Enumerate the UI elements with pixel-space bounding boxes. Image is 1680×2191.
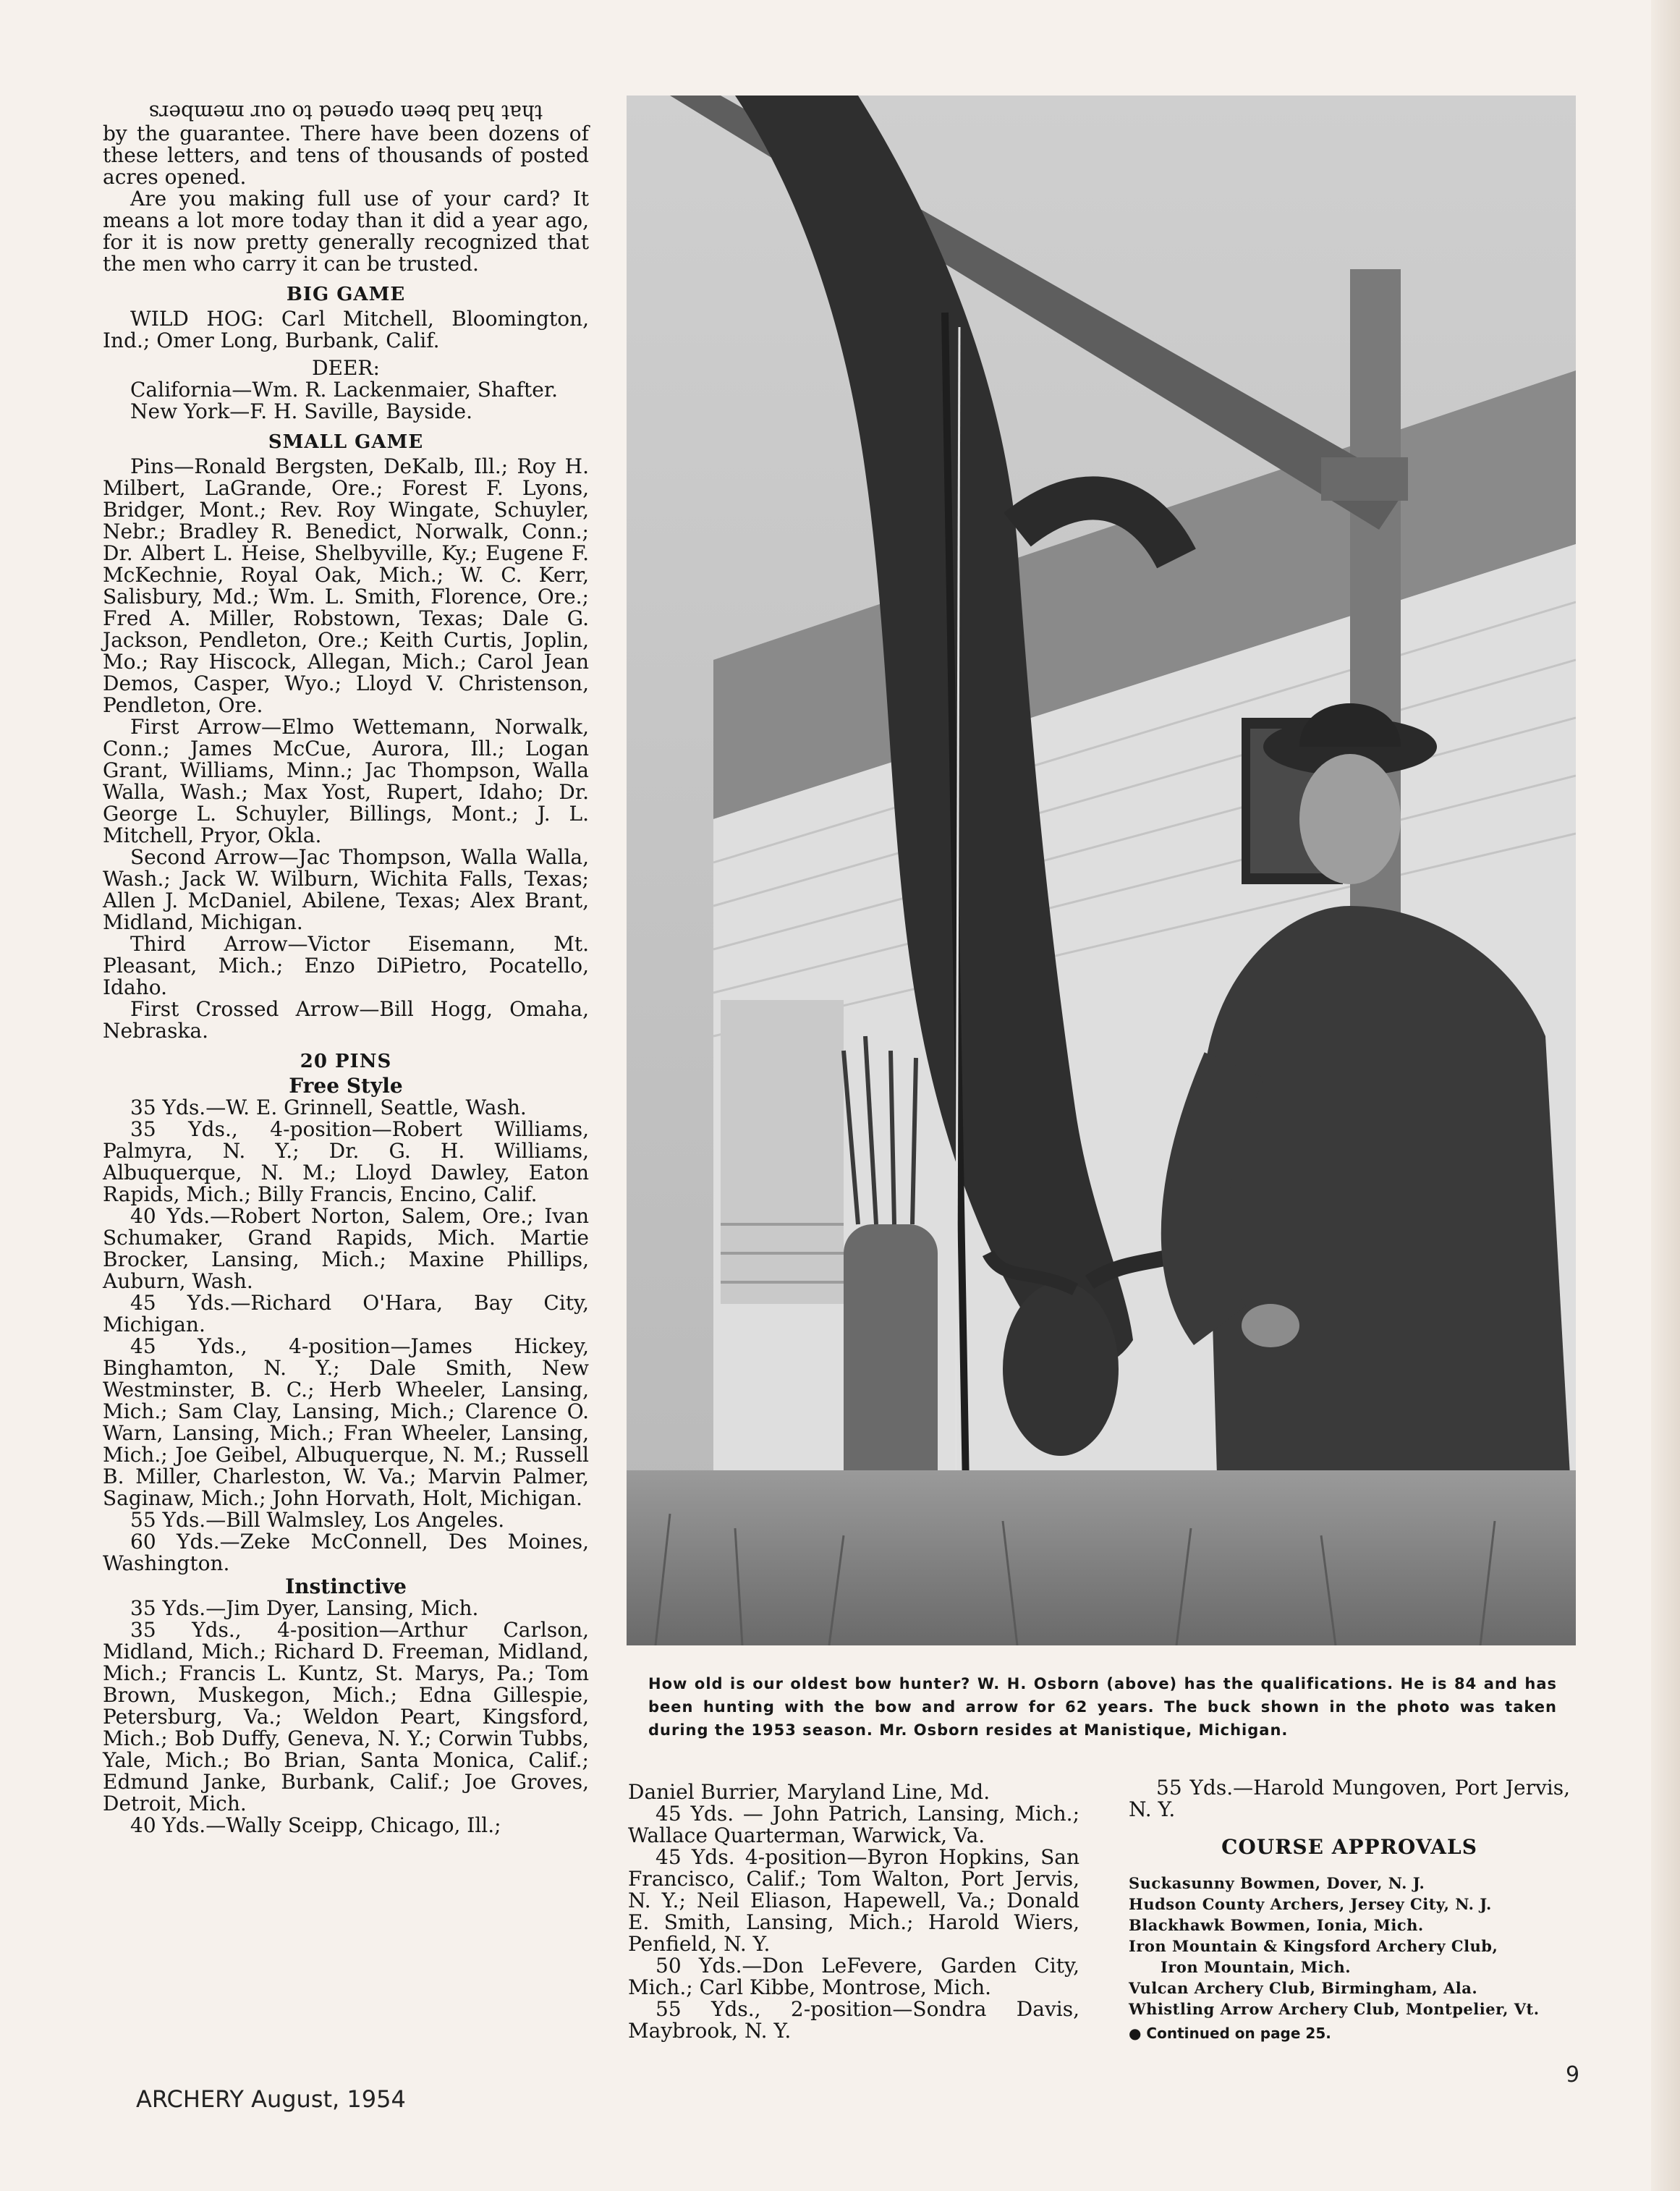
entry-free-style: 40 Yds.—Robert Norton, Salem, Ore.; Ivan Schumaker, Grand Rapids, Mich. Martie Brocker, Lansing, Mich.; Maxine Phillips, Auburn, Wash.: [103, 1204, 589, 1293]
entry-instinctive: 50 Yds.—Don LeFevere, Garden City, Mich.; Carl Kibbe, Montrose, Mich.: [628, 1954, 1079, 1999]
entry-third-arrow: Third Arrow—Victor Eisemann, Mt. Pleasant, Mich.; Enzo DiPietro, Pocatello, Idaho.: [103, 932, 589, 999]
footer-magazine-issue: ARCHERY August, 1954: [136, 2085, 406, 2113]
entry-first-crossed-arrow: First Crossed Arrow—Bill Hogg, Omaha, Nebraska.: [103, 997, 589, 1043]
entry-first-arrow: First Arrow—Elmo Wettemann, Norwalk, Conn.; James McCue, Aurora, Ill.; Logan Grant, Williams, Minn.; Jac Thompson, Walla Walla, Wash.; Max Yost, Rupert, Idaho; Dr. George L. Schuyler, Billings, Mont.; J. L. Mitchell, Pryor, Okla.: [103, 715, 589, 847]
entry-instinctive: 40 Yds.—Wally Sceipp, Chicago, Ill.;: [130, 1813, 501, 1837]
intro-paragraph: Are you making full use of your card? It means a lot more today than it did a year ago, for it is now pretty generally recognized that the men who carry it can be trusted.: [103, 187, 589, 276]
entry-instinctive: 45 Yds. 4-position—Byron Hopkins, San Francisco, Calif.; Tom Walton, Port Jervis, N. Y.; Neil Eliason, Hapewell, Va.; Donald E. Smith, Lansing, Mich.; Harold Wiers, Penfield, N. Y.: [628, 1845, 1079, 1956]
entry-wild-hog: WILD HOG: Carl Mitchell, Bloomington, Ind.; Omer Long, Burbank, Calif.: [103, 307, 589, 352]
page-number: 9: [1566, 2062, 1580, 2088]
section-heading-20-pins: 20 PINS: [300, 1051, 392, 1072]
subheading-instinctive: Instinctive: [285, 1575, 407, 1598]
left-column: [103, 101, 589, 1836]
photo-hunter-with-buck: [627, 96, 1576, 1645]
entry-free-style: 55 Yds.—Bill Walmsley, Los Angeles.: [130, 1508, 505, 1532]
page-edge: [1651, 0, 1680, 2191]
entry-pins: Pins—Ronald Bergsten, DeKalb, Ill.; Roy H. Milbert, LaGrande, Ore.; Forest F. Lyons, Bridger, Mont.; Rev. Roy Wingate, Schuyler, Nebr.; Bradley R. Benedict, Norwalk, Conn.; Dr. Albert L. Heise, Shelbyville, Ky.; Eugene F. McKechnie, Royal Oak, Mich.; W. C. Kerr, Salisbury, Md.; Wm. L. Smith, Florence, Ore.; Fred A. Miller, Robstown, Texas; Dale G. Jackson, Pendleton, Ore.; Keith Curtis, Joplin, Mo.; Ray Hiscock, Allegan, Mich.; Carol Jean Demos, Casper, Wyo.; Lloyd V. Christenson, Pendleton, Ore.: [103, 454, 589, 717]
entry-instinctive: 45 Yds. — John Patrich, Lansing, Mich.; Wallace Quarterman, Warwick, Va.: [628, 1802, 1079, 1847]
subheading-free-style: Free Style: [289, 1074, 403, 1098]
section-heading-deer: DEER:: [312, 356, 380, 380]
intro-paragraph: by the guarantee. There have been dozens of these letters, and tens of thousands of posted acres opened.: [103, 122, 589, 189]
photo-illustration: [627, 96, 1576, 1645]
entry-instinctive: 55 Yds.—Harold Mungoven, Port Jervis, N. Y.: [1129, 1776, 1570, 1821]
section-heading-small-game: SMALL GAME: [268, 431, 424, 453]
entry-instinctive: Daniel Burrier, Maryland Line, Md.: [628, 1780, 990, 1804]
entry-free-style: 45 Yds., 4-position—James Hickey, Binghamton, N. Y.; Dale Smith, New Westminster, B. C.; Herb Wheeler, Lansing, Mich.; Sam Clay, Lansing, Mich.; Clarence O. Warn, Lansing, Mich.; Fran Wheeler, Lansing, Mich.; Joe Geibel, Albuquerque, N. M.; Russell B. Miller, Charleston, W. Va.; Marvin Palmer, Saginaw, Mich.; John Horvath, Holt, Michigan.: [103, 1334, 589, 1510]
course-approval-item: Whistling Arrow Archery Club, Montpelier, Vt.: [1129, 2000, 1540, 2018]
continued-notice: ● Continued on page 25.: [1129, 2025, 1331, 2042]
right-column: [1129, 1777, 1570, 2044]
entry-free-style: 45 Yds.—Richard O'Hara, Bay City, Michigan.: [103, 1291, 589, 1336]
entry-deer-newyork: New York—F. H. Saville, Bayside.: [130, 399, 473, 423]
entry-instinctive: 55 Yds., 2-position—Sondra Davis, Maybrook, N. Y.: [628, 1997, 1079, 2043]
entry-free-style: 60 Yds.—Zeke McConnell, Des Moines, Washington.: [103, 1530, 589, 1575]
middle-column: [628, 1781, 1079, 2042]
flipped-line: that had been opened to our members: [148, 101, 543, 124]
photo-caption: How old is our oldest bow hunter? W. H. Osborn (above) has the qualifications. He is 84 and has been hunting with the bow and arrow for 62 years. The buck shown in the photo was taken during the 1953 season. Mr. Osborn resides at Manistique, Michigan.: [648, 1675, 1557, 1739]
course-approval-item: Vulcan Archery Club, Birmingham, Ala.: [1129, 1979, 1478, 1997]
entry-instinctive: 35 Yds.—Jim Dyer, Lansing, Mich.: [130, 1596, 479, 1620]
entry-deer-california: California—Wm. R. Lackenmaier, Shafter.: [130, 378, 559, 402]
course-approval-item: Blackhawk Bowmen, Ionia, Mich.: [1129, 1916, 1424, 1934]
course-approval-item: Suckasunny Bowmen, Dover, N. J.: [1129, 1874, 1425, 1892]
section-heading-course-approvals: COURSE APPROVALS: [1221, 1835, 1477, 1859]
course-approval-item: Hudson County Archers, Jersey City, N. J.: [1129, 1895, 1492, 1913]
course-approval-item-continued: Iron Mountain, Mich.: [1161, 1958, 1352, 1976]
entry-free-style: 35 Yds.—W. E. Grinnell, Seattle, Wash.: [130, 1096, 527, 1119]
course-approval-item: Iron Mountain & Kingsford Archery Club,: [1129, 1937, 1498, 1955]
entry-instinctive: 35 Yds., 4-position—Arthur Carlson, Midland, Mich.; Richard D. Freeman, Midland, Mich.; Francis L. Kuntz, St. Marys, Pa.; Tom Brown, Muskegon, Mich.; Edna Gillespie, Petersburg, Va.; Weldon Peart, Kingsford, Mich.; Bob Duffy, Geneva, N. Y.; Corwin Tubbs, Yale, Mich.; Bo Brian, Santa Monica, Calif.; Edmund Janke, Burbank, Calif.; Joe Groves, Detroit, Mich.: [103, 1618, 589, 1815]
section-heading-big-game: BIG GAME: [286, 284, 406, 305]
entry-free-style: 35 Yds., 4-position—Robert Williams, Palmyra, N. Y.; Dr. G. H. Williams, Albuquerque, N. M.; Lloyd Dawley, Eaton Rapids, Mich.; Billy Francis, Encino, Calif.: [103, 1117, 589, 1206]
entry-second-arrow: Second Arrow—Jac Thompson, Walla Walla, Wash.; Jack W. Wilburn, Wichita Falls, Texas; Allen J. McDaniel, Abilene, Texas; Alex Brant, Midland, Michigan.: [103, 845, 589, 934]
